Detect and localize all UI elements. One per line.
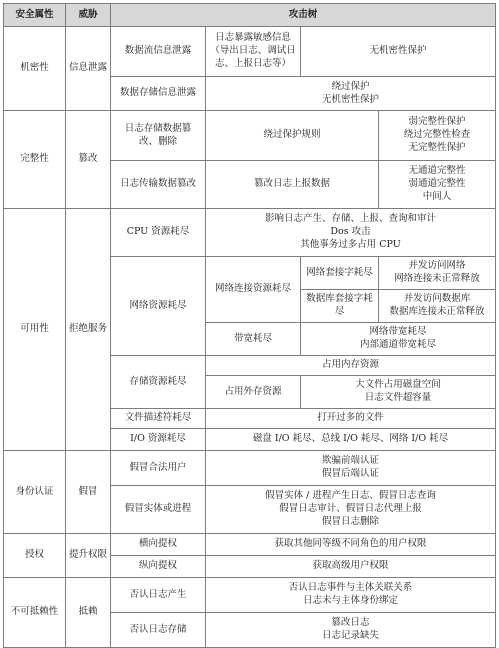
attack-level1-cell: 假冒合法用户 (111, 451, 206, 486)
attack-level4-cell: 并发访问数据库 数据库连接未正常释放 (379, 290, 496, 323)
attack-level3-cell: 数据库套接字耗尽 (301, 290, 379, 323)
attack-tree-table-wrapper (3, 3, 495, 641)
threat-cell: 提升权限 (66, 534, 111, 578)
header-attack-tree: 攻击树 (111, 4, 496, 27)
attack-level2-cell: 否认日志事件与主体关联关系 日志未与主体身份绑定 (206, 578, 496, 613)
attack-level2-cell: 影响日志产生、存储、上报、查询和审计 Dos 攻击 其他事务过多占用 CPU (206, 209, 496, 257)
attack-level1-cell: 日志存储数据篡 改、删除 (111, 111, 206, 161)
attack-level2-cell: 带宽耗尽 (206, 323, 301, 356)
attack-level2-cell: 篡改日志 日志记录缺失 (206, 613, 496, 648)
header-row (4, 4, 496, 27)
attack-level1-cell: 网络资源耗尽 (111, 257, 206, 356)
attack-level1-cell: 数据流信息泄露 (111, 27, 206, 77)
table-row (4, 27, 496, 77)
security-attribute-cell: 可用性 (4, 209, 66, 451)
attack-level2-cell: 占用内存资源 (206, 356, 496, 376)
attack-level3-cell: 弱完整性保护 绕过完整性检查 无完整性保护 (379, 111, 496, 161)
attack-level2-cell: 获取其他同等级不同角色的用户权限 (206, 534, 496, 556)
attack-level2-cell: 占用外存资源 (206, 376, 301, 409)
attack-level3-cell: 大文件占用磁盘空间 日志文件超容量 (301, 376, 496, 409)
attack-level1-cell: 横向提权 (111, 534, 206, 556)
attack-level1-cell: 数据存储信息泄露 (111, 77, 206, 111)
table-row (4, 111, 496, 161)
attack-level1-cell: 存储资源耗尽 (111, 356, 206, 409)
header-threat: 威胁 (66, 4, 111, 27)
attack-level3-cell: 无机密性保护 (301, 27, 496, 77)
attack-level3-cell: 网络套接字耗尽 (301, 257, 379, 290)
security-attribute-cell: 完整性 (4, 111, 66, 209)
security-attribute-cell: 不可抵赖性 (4, 578, 66, 648)
attack-level3-cell: 无通道完整性 弱通道完整性 中间人 (379, 161, 496, 209)
header-security-attribute: 安全属性 (4, 4, 66, 27)
attack-level1-cell: 文件描述符耗尽 (111, 409, 206, 429)
threat-cell: 抵赖 (66, 578, 111, 648)
attack-tree-table (3, 3, 496, 648)
attack-level1-cell: 否认日志产生 (111, 578, 206, 613)
attack-level1-cell: 纵向提权 (111, 556, 206, 578)
table-row (4, 534, 496, 556)
attack-level2-cell: 篡改日志上报数据 (206, 161, 379, 209)
table-row (4, 578, 496, 613)
attack-level1-cell: 日志传输数据篡改 (111, 161, 206, 209)
attack-level3-cell: 网络带宽耗尽 内部通道带宽耗尽 (301, 323, 496, 356)
threat-cell: 信息泄露 (66, 27, 111, 111)
attack-level1-cell: 否认日志存储 (111, 613, 206, 648)
security-attribute-cell: 授权 (4, 534, 66, 578)
attack-level2-cell: 绕过保护 无机密性保护 (206, 77, 496, 111)
attack-level2-cell: 假冒实体 / 进程产生日志、假冒日志查询 假冒日志审计、假冒日志代理上报 假冒日志删除 (206, 486, 496, 534)
attack-level1-cell: CPU 资源耗尽 (111, 209, 206, 257)
security-attribute-cell: 身份认证 (4, 451, 66, 534)
attack-level2-cell: 日志暴露敏感信息 （导出日志、调试日 志、上报日志等） (206, 27, 301, 77)
table-row (4, 451, 496, 486)
attack-level2-cell: 打开过多的文件 (206, 409, 496, 429)
attack-level4-cell: 并发访问网络 网络连接未正常释放 (379, 257, 496, 290)
attack-level1-cell: 假冒实体或进程 (111, 486, 206, 534)
threat-cell: 假冒 (66, 451, 111, 534)
attack-level2-cell: 磁盘 I/O 耗尽、总线 I/O 耗尽、网络 I/O 耗尽 (206, 429, 496, 451)
table-row (4, 209, 496, 257)
threat-cell: 拒绝服务 (66, 209, 111, 451)
attack-level2-cell: 欺骗前端认证 假冒后端认证 (206, 451, 496, 486)
attack-level1-cell: I/O 资源耗尽 (111, 429, 206, 451)
attack-level2-cell: 获取高级用户权限 (206, 556, 496, 578)
attack-level2-cell: 绕过保护规则 (206, 111, 379, 161)
attack-level2-cell: 网络连接资源耗尽 (206, 257, 301, 323)
security-attribute-cell: 机密性 (4, 27, 66, 111)
threat-cell: 篡改 (66, 111, 111, 209)
